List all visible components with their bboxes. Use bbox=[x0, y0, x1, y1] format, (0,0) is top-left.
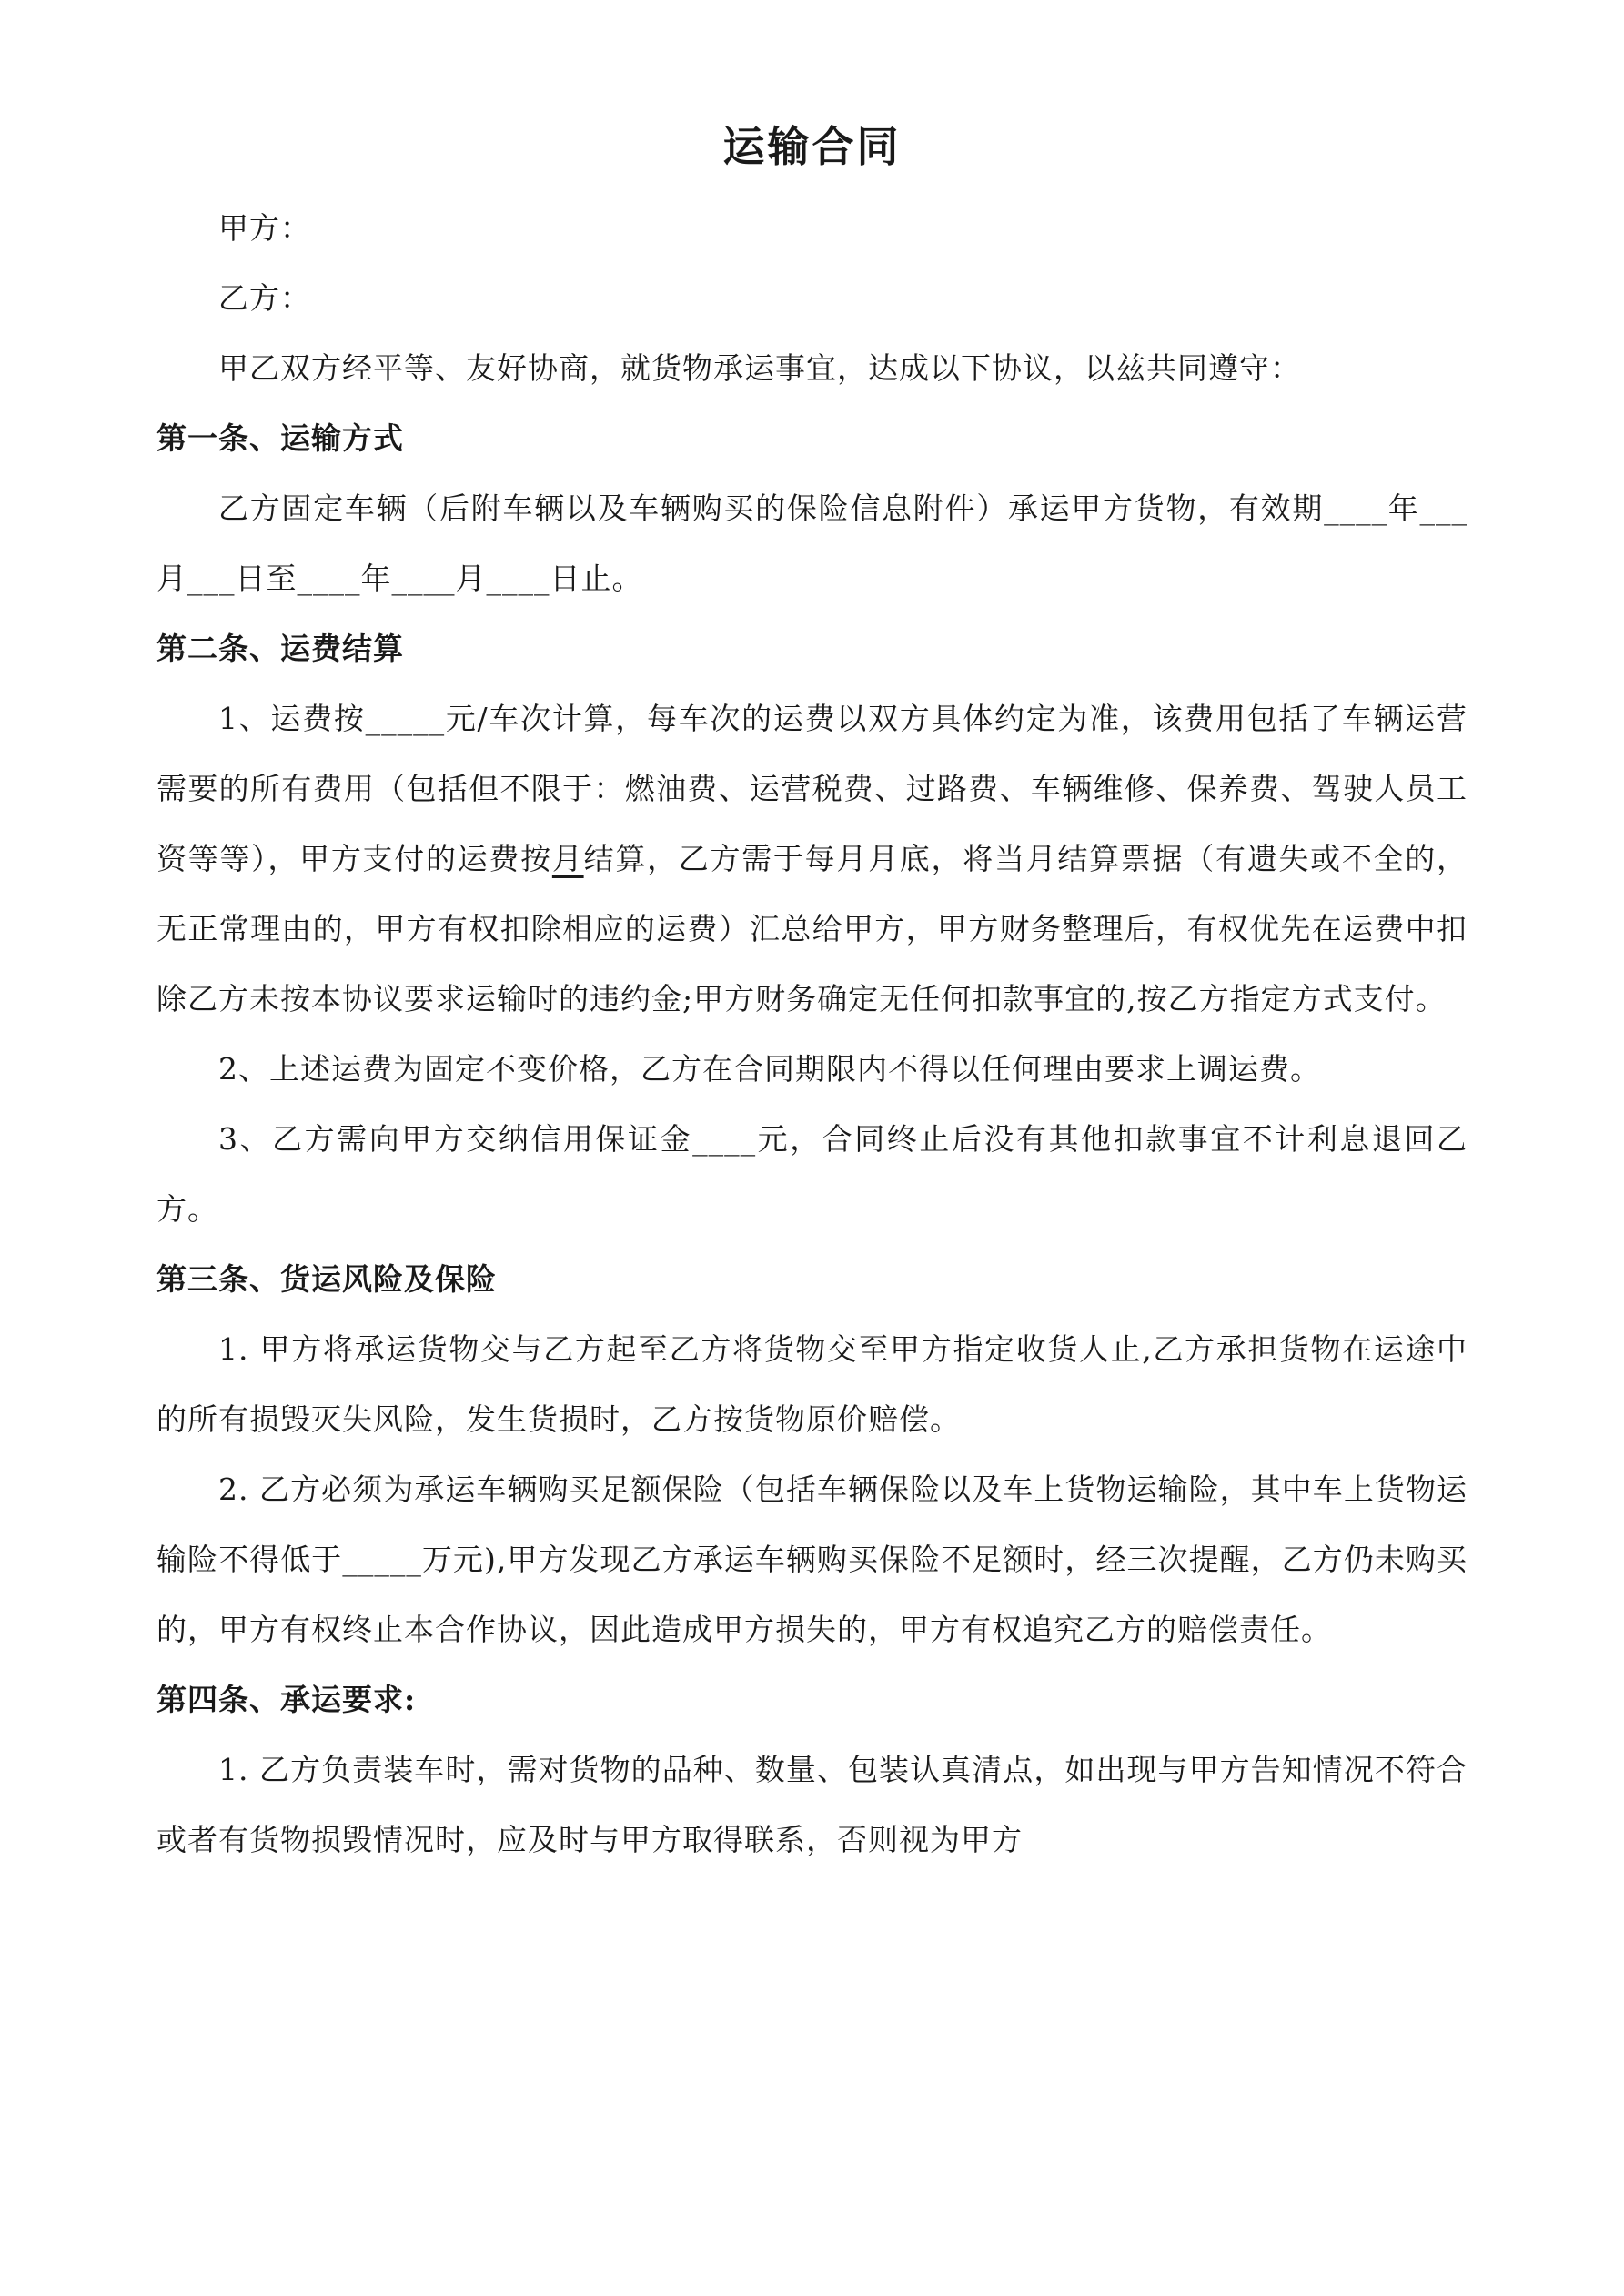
text-run: 乙方： bbox=[218, 280, 311, 316]
text-run: 第二条、运费结算 bbox=[156, 631, 404, 666]
article-3-item-2 bbox=[156, 1454, 1468, 1664]
document-body bbox=[156, 193, 1468, 1875]
underlined-text: 月 bbox=[551, 841, 584, 876]
text-run: 1. 甲方将承运货物交与乙方起至乙方将货物交至甲方指定收货人止,乙方承担货物在运途中的所有损毁灭失风险，发生货损时，乙方按货物原价赔偿。 bbox=[156, 1331, 1468, 1437]
article-4-heading bbox=[156, 1664, 1468, 1735]
text-run: 第四条、承运要求: bbox=[156, 1682, 417, 1717]
party-b-line bbox=[156, 263, 1468, 333]
text-run: 甲乙双方经平等、友好协商，就货物承运事宜，达成以下协议，以兹共同遵守： bbox=[218, 350, 1301, 386]
text-run: 1. 乙方负责装车时，需对货物的品种、数量、包装认真清点，如出现与甲方告知情况不符合或者有货物损毁情况时，应及时与甲方取得联系，否则视为甲方 bbox=[156, 1752, 1468, 1857]
article-3-heading bbox=[156, 1244, 1468, 1314]
document-title: 运输合同 bbox=[722, 122, 902, 171]
article-2-heading bbox=[156, 613, 1468, 683]
preamble bbox=[156, 333, 1468, 403]
text-run: 第一条、运输方式 bbox=[156, 420, 404, 456]
article-3-item-1 bbox=[156, 1314, 1468, 1454]
article-2-item-1 bbox=[156, 683, 1468, 1034]
article-1-body bbox=[156, 473, 1468, 613]
text-run: 结算，乙方需于每月月底，将当月结算票据（有遗失或不全的，无正常理由的，甲方有权扣除相应的运费）汇总给甲方，甲方财务整理后，有权优先在运费中扣除乙方未按本协议要求运输时的违约金;甲方财务确定无任何扣款事宜的,按乙方指定方式支付。 bbox=[156, 841, 1468, 1017]
party-a-line bbox=[156, 193, 1468, 263]
text-run: 2、上述运费为固定不变价格，乙方在合同期限内不得以任何理由要求上调运费。 bbox=[218, 1051, 1321, 1087]
text-run: 甲方： bbox=[218, 210, 311, 246]
text-run: 乙方固定车辆（后附车辆以及车辆购买的保险信息附件）承运甲方货物，有效期____年___月___日至____年____月____日止。 bbox=[156, 491, 1468, 596]
text-run: 3、乙方需向甲方交纳信用保证金____元，合同终止后没有其他扣款事宜不计利息退回乙方。 bbox=[156, 1121, 1468, 1227]
article-4-item-1 bbox=[156, 1735, 1468, 1875]
article-2-item-3 bbox=[156, 1104, 1468, 1244]
article-2-item-2 bbox=[156, 1034, 1468, 1104]
text-run: 第三条、货运风险及保险 bbox=[156, 1261, 497, 1297]
text-run: 2. 乙方必须为承运车辆购买足额保险（包括车辆保险以及车上货物运输险，其中车上货物运输险不得低于_____万元),甲方发现乙方承运车辆购买保险不足额时，经三次提醒，乙方仍未购买的，甲方有权终止本合作协议，因此造成甲方损失的，甲方有权追究乙方的赔偿责任。 bbox=[156, 1472, 1468, 1647]
article-1-heading bbox=[156, 403, 1468, 473]
text-run: 1、运费按_____元/车次计算，每车次的运费以双方具体约定为准，该费用包括了车辆运营需要的所有费用（包括但不限于：燃油费、运营税费、过路费、车辆维修、保养费、驾驶人员工资等等），甲方支付的运费按 bbox=[156, 701, 1468, 876]
